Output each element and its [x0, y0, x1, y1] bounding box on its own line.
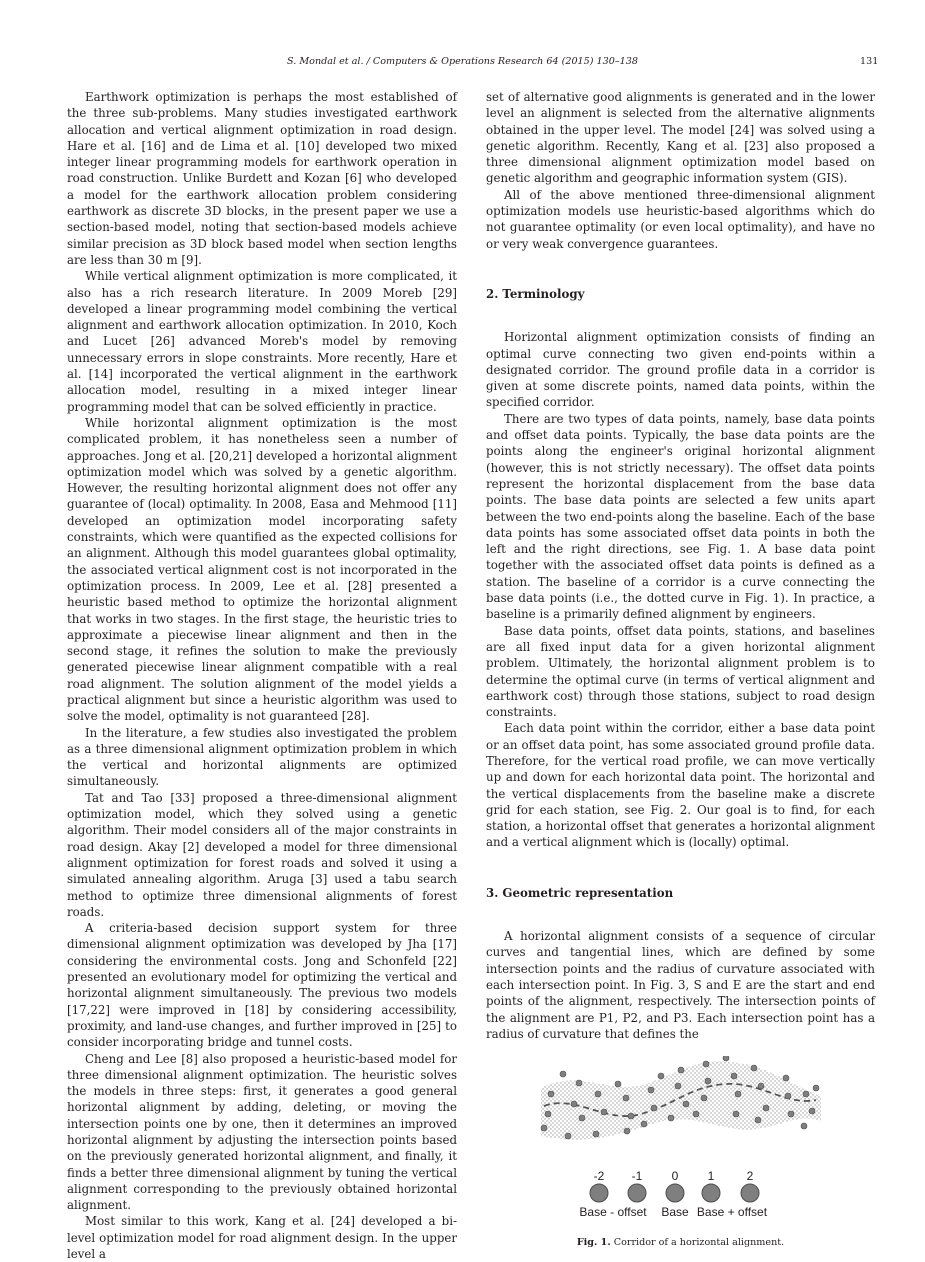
right-column — [486, 89, 875, 1251]
legend-dot — [702, 1184, 720, 1202]
corridor-diagram — [486, 1056, 875, 1231]
paragraph: Earthwork optimization is perhaps the most established of the three sub-problems. Many studies investigated earthwork allocation and vertical alignment optimization in road design. Hare et al. [16] and de Lima et al. [10] developed two mixed integer linear programming models for earthwork operation in road construction. Unlike Burdett and Kozan [6] who developed a model for the earthwork allocation problem considering earthwork as discrete 3D blocks, in the present paper we use a section-based model, noting that section-based models achieve similar precision as 3D block based model when section lengths are less than 30 m [9]. — [67, 90, 457, 267]
paragraph: Horizontal alignment optimization consists of finding an optimal curve connecting two given end-points within a designated corridor. The ground profile data in a corridor is given at some discrete points, named data points, within the specified corridor. — [486, 330, 875, 410]
journal-citation: S. Mondal et al. / Computers & Operations Research 64 (2015) 130–138 — [287, 56, 638, 67]
legend-dot — [628, 1184, 646, 1202]
offset-number: 1 — [707, 1169, 715, 1184]
paragraph: While horizontal alignment optimization is the most complicated problem, it has nonetheless seen a number of approaches. Jong et al. [20,21] developed a horizontal alignment optimization model which was solved by a genetic algorithm. However, the resulting horizontal alignment does not offer any guarantee of (local) optimality. In 2008, Easa and Mehmood [11] developed an optimization model incorporating safety constraints, which were quantified as the expected collisions for an alignment. Although this model guarantees global optimality, the associated vertical alignment cost is not incorporated in the optimization process. In 2009, Lee et al. [28] presented a heuristic based method to optimize the horizontal alignment that works in two stages. In the first stage, the heuristic tries to approximate a piecewise linear alignment and then in the second stage, it refines the solution to make the previously generated piecewise linear alignment compatible with a real road alignment. The solution alignment of the model yields a practical alignment but since a heuristic algorithm was used to solve the model, optimality is not guaranteed [28]. — [67, 415, 457, 724]
paragraph: set of alternative good alignments is generated and in the lower level an alignment is selected from the alternative alignments obtained in the upper level. The model [24] was solved using a genetic algorithm. Recently, Kang et al. [23] also proposed a three dimensional alignment optimization model based on genetic algorithm and geographic information system (GIS). — [486, 90, 875, 186]
caption-label: Fig. 1. — [576, 1237, 611, 1249]
offset-number: -2 — [593, 1169, 605, 1184]
paragraph: There are two types of data points, namely, base data points and offset data points. Typically, the base data points are the points along the engineer's original horizontal alignment (however, this is not strictly necessary). The offset data points represent the horizontal displacement from the base data points. The base data points are selected a few units apart between the two end-points along the baseline. Each of the base data points has some associated offset data points in both the left and the right directions, see Fig. 1. A base data point together with the associated offset data points is defined as a station. The baseline of a corridor is a curve connecting the base data points (i.e., the dotted curve in Fig. 1). In practice, a baseline is a primarily defined alignment by engineers. — [486, 411, 875, 622]
offset-number: -1 — [631, 1169, 643, 1184]
paragraph: Cheng and Lee [8] also proposed a heuristic-based model for three dimensional alignment optimization. The heuristic solves the models in three steps: first, it generates a good general horizontal alignment by adding, deleting, or moving the intersection points one by one, then it determines an improved horizontal alignment by adjusting the intersection points based on the previously generated horizontal alignment, and finally, it finds a better three dimensional alignment by tuning the vertical alignment corresponding to the previously obtained horizontal alignment. — [67, 1051, 457, 1213]
paragraph: Most similar to this work, Kang et al. [24] developed a bi-level optimization model for road alignment design. In the upper level a — [67, 1214, 457, 1262]
legend-label-base: Base — [661, 1205, 689, 1220]
caption-text: Corridor of a horizontal alignment. — [613, 1237, 785, 1249]
paragraph: A criteria-based decision support system for three dimensional alignment optimization was developed by Jha [17] considering the environmental costs. Jong and Schonfeld [22] presented an evolutionary model for optimizing the vertical and horizontal alignment simultaneously. The previous two models [17,22] were improved in [18] by considering accessibility, proximity, and land-use changes, and further improved in [25] to consider incorporating bridge and tunnel costs. — [67, 921, 457, 1050]
legend-label-base-minus-offset: Base - offset — [579, 1205, 647, 1220]
left-column — [67, 89, 457, 1262]
legend-label-base-plus-offset: Base + offset — [696, 1205, 768, 1220]
figure-caption — [486, 1235, 875, 1251]
paragraph: Tat and Tao [33] proposed a three-dimensional alignment optimization model, which they solved using a genetic algorithm. Their model considers all of the major constraints in road design. Akay [2] developed a model for three dimensional alignment optimization for forest roads and solved it using a simulated annealing algorithm. Aruga [3] used a tabu search method to optimize three dimensional alignments of forest roads. — [67, 790, 457, 919]
paragraph: A horizontal alignment consists of a sequence of circular curves and tangential lines, which are defined by some intersection points and the radius of curvature associated with each intersection point. In Fig. 3, S and E are the start and end points of the alignment, respectively. The intersection points of the alignment are P1, P2, and P3. Each intersection point has a radius of curvature that defines the — [486, 929, 875, 1041]
offset-number: 0 — [671, 1169, 679, 1184]
offset-number: 2 — [746, 1169, 754, 1184]
section-title-geometric: 3. Geometric representation — [486, 885, 674, 900]
figure-1 — [486, 1056, 875, 1251]
paragraph: Each data point within the corridor, either a base data point or an offset data point, has some associated ground profile data. Therefore, for the vertical road profile, we can move vertically up and down for each horizontal data point. The horizontal and the vertical displacements from the baseline make a discrete grid for each station, see Fig. 2. Our goal is to find, for each station, a horizontal offset that generates a horizontal alignment and a vertical alignment which is (locally) optimal. — [486, 721, 875, 850]
figure-legend — [579, 1169, 767, 1219]
legend-dot — [741, 1184, 759, 1202]
paragraph: While vertical alignment optimization is more complicated, it also has a rich research literature. In 2009 Moreb [29] developed a linear programming model combining the vertical alignment and earthwork allocation optimization. In 2010, Koch and Lucet [26] advanced Moreb's model by removing unnecessary errors in slope constraints. More recently, Hare et al. [14] incorporated the vertical alignment in the earthwork allocation model, resulting in a mixed integer linear programming model that can be solved efficiently in practice. — [67, 269, 457, 414]
section-title-terminology: 2. Terminology — [486, 286, 585, 301]
page-number: 131 — [860, 56, 879, 67]
paragraph: Base data points, offset data points, stations, and baselines are all fixed input data for a given horizontal alignment problem. Ultimately, the horizontal alignment problem is to determine the optimal curve (in terms of vertical alignment and earthwork cost) through those stations, subject to road design constraints. — [486, 623, 875, 720]
legend-dot — [666, 1184, 684, 1202]
paragraph: In the literature, a few studies also investigated the problem as a three dimensional alignment optimization problem in which the vertical and horizontal alignments are optimized simultaneously. — [67, 725, 457, 789]
running-header — [0, 56, 925, 70]
legend-dot — [590, 1184, 608, 1202]
paragraph: All of the above mentioned three-dimensional alignment optimization models use heuristic-based algorithms which do not guarantee optimality (or even local optimality), and have no or very weak convergence guarantees. — [486, 187, 875, 251]
